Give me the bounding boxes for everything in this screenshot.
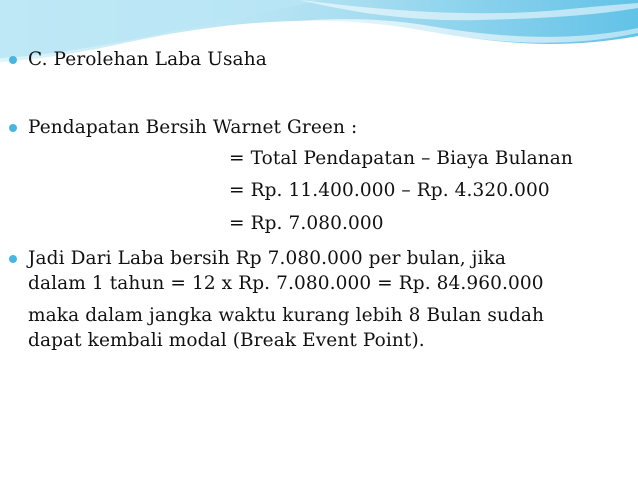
conclusion-line: Jadi Dari Laba bersih Rp 7.080.000 per bulan, jika xyxy=(28,248,506,269)
conclusion-line: dapat kembali modal (Break Event Point). xyxy=(28,330,425,351)
bullet-icon xyxy=(9,255,17,263)
bullet-icon xyxy=(9,124,17,132)
formula-line: = Total Pendapatan – Biaya Bulanan xyxy=(229,148,573,169)
bullet-icon xyxy=(9,56,17,64)
slide-heading: C. Perolehan Laba Usaha xyxy=(28,49,267,70)
revenue-label: Pendapatan Bersih Warnet Green : xyxy=(28,117,358,138)
formula-line: = Rp. 7.080.000 xyxy=(229,213,384,234)
conclusion-line: dalam 1 tahun = 12 x Rp. 7.080.000 = Rp. 84.960.000 xyxy=(28,273,544,294)
conclusion-line: maka dalam jangka waktu kurang lebih 8 Bulan sudah xyxy=(28,305,545,326)
formula-line: = Rp. 11.400.000 – Rp. 4.320.000 xyxy=(229,180,550,201)
